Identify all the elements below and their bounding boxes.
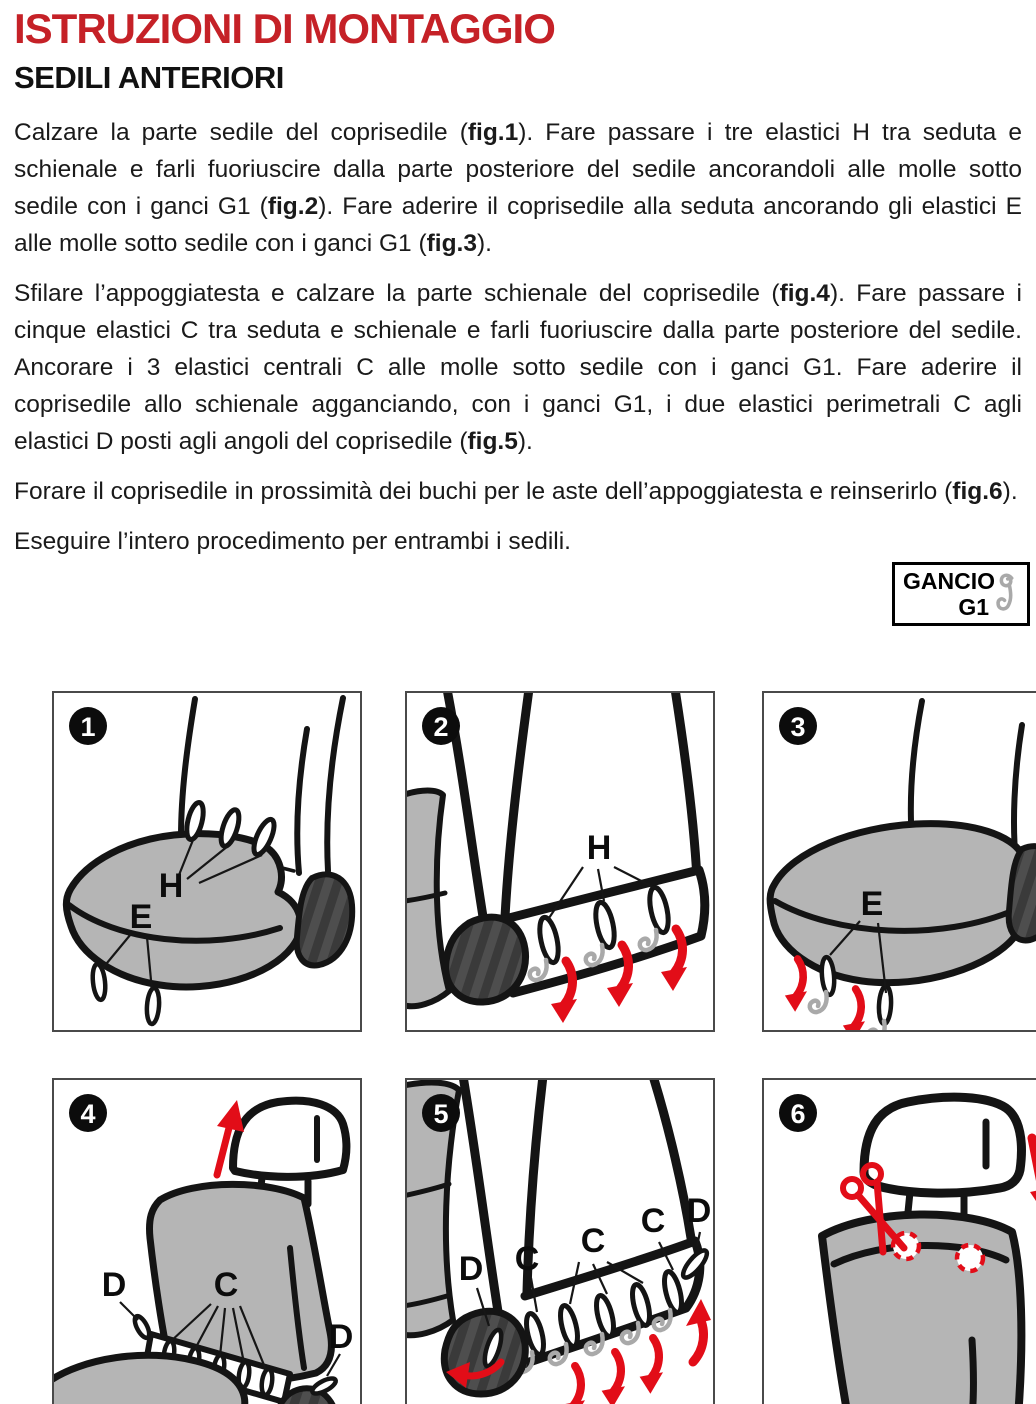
- step-badge: [779, 707, 817, 745]
- page-title: ISTRUZIONI DI MONTAGGIO: [14, 5, 555, 52]
- step-number: 3: [790, 712, 806, 742]
- fig3-hook-elastics-E: [764, 693, 1036, 1030]
- label-D-right: D: [686, 1192, 712, 1230]
- side-bolster: [446, 917, 526, 1002]
- label-D-left: D: [458, 1250, 484, 1288]
- elastic-D-right: [310, 1375, 338, 1396]
- step-badge: [779, 1094, 817, 1132]
- label-C2: C: [580, 1222, 606, 1260]
- step-badge: [422, 707, 460, 745]
- figure-panel-4: [52, 1078, 362, 1404]
- label-H: H: [158, 867, 184, 905]
- seat-cushion: [66, 834, 300, 987]
- step-number: 5: [433, 1099, 449, 1129]
- hook-legend-text: [903, 568, 995, 620]
- paragraph-headrest-holes: Forare il coprisedile in prossimità dei buchi per le aste dell’appoggiatesta e reinserirlo (fig.6).: [14, 478, 1018, 505]
- g1-hook-icon: [995, 567, 1022, 621]
- side-bolster: [297, 874, 352, 965]
- figure-panel-2: [405, 691, 715, 1032]
- label-D-left-leader: [120, 1302, 138, 1320]
- figure-panel-6: [762, 1078, 1036, 1404]
- paragraph-seat-part: Calzare la parte sedile del coprisedile (fig.1). Fare passare i tre elastici H tra seduta e schienale e farli fuoriuscire dalla parte posteriore del sedile ancorandoli alle molle sotto sedile con i ganci G1 (fig.2). Fare aderire il coprisedile alla seduta ancorando gli elastici E alle molle sotto sedile con i ganci G1 (fig.3).: [14, 119, 1022, 257]
- figure-panel-5: [405, 1078, 715, 1404]
- label-C1: C: [514, 1240, 540, 1278]
- figure-panel-3: [762, 691, 1036, 1032]
- paragraph-both-seats: Eseguire l’intero procedimento per entrambi i sedili.: [14, 528, 571, 555]
- step-badge: [69, 707, 107, 745]
- hook-legend-code: G1: [958, 594, 989, 620]
- fig2-hook-elastics-H: [407, 693, 713, 1030]
- label-D-right: D: [328, 1318, 354, 1356]
- fig6-cut-holes-headrest: [764, 1080, 1036, 1404]
- step-badge: [69, 1094, 107, 1132]
- text-column: [0, 0, 1036, 560]
- label-C: C: [213, 1266, 239, 1304]
- hook-legend-box: [892, 562, 1030, 626]
- label-D-left: D: [101, 1266, 127, 1304]
- step-number: 4: [80, 1099, 96, 1129]
- hook-legend-title: GANCIO: [903, 568, 995, 594]
- backrest-with-cover: [822, 1214, 1021, 1404]
- paragraph-backrest-part: Sfilare l’appoggiatesta e calzare la parte schienale del coprisedile (fig.4). Fare passare i cinque elastici C tra seduta e schienale e farli fuoriuscire dalla parte posteriore del sedile. Ancorare i 3 elastici centrali C alle molle sotto sedile con i ganci G1. Fare aderire il coprisedile allo schienale agganciando, con i ganci G1, i due elastici perimetrali C agli elastici D posti agli angoli del coprisedile (fig.5).: [14, 280, 1022, 455]
- page-subtitle: SEDILI ANTERIORI: [14, 60, 284, 95]
- seat-cushion: [770, 824, 1027, 983]
- label-C3: C: [640, 1202, 666, 1240]
- figure-panel-1: [52, 691, 362, 1032]
- label-E: E: [860, 885, 884, 923]
- label-H: H: [586, 829, 612, 867]
- fig4-backrest-cover: [54, 1080, 360, 1404]
- label-E: E: [129, 898, 153, 936]
- step-number: 1: [80, 712, 96, 742]
- fig1-seat-cushion-cover: [54, 693, 360, 1030]
- step-number: 6: [790, 1099, 806, 1129]
- fig5-hook-elastics-C-D: [407, 1080, 713, 1404]
- step-badge: [422, 1094, 460, 1132]
- reinsert-headrest-arrow: [1030, 1138, 1036, 1222]
- headrest: [864, 1097, 1021, 1228]
- step-number: 2: [433, 712, 449, 742]
